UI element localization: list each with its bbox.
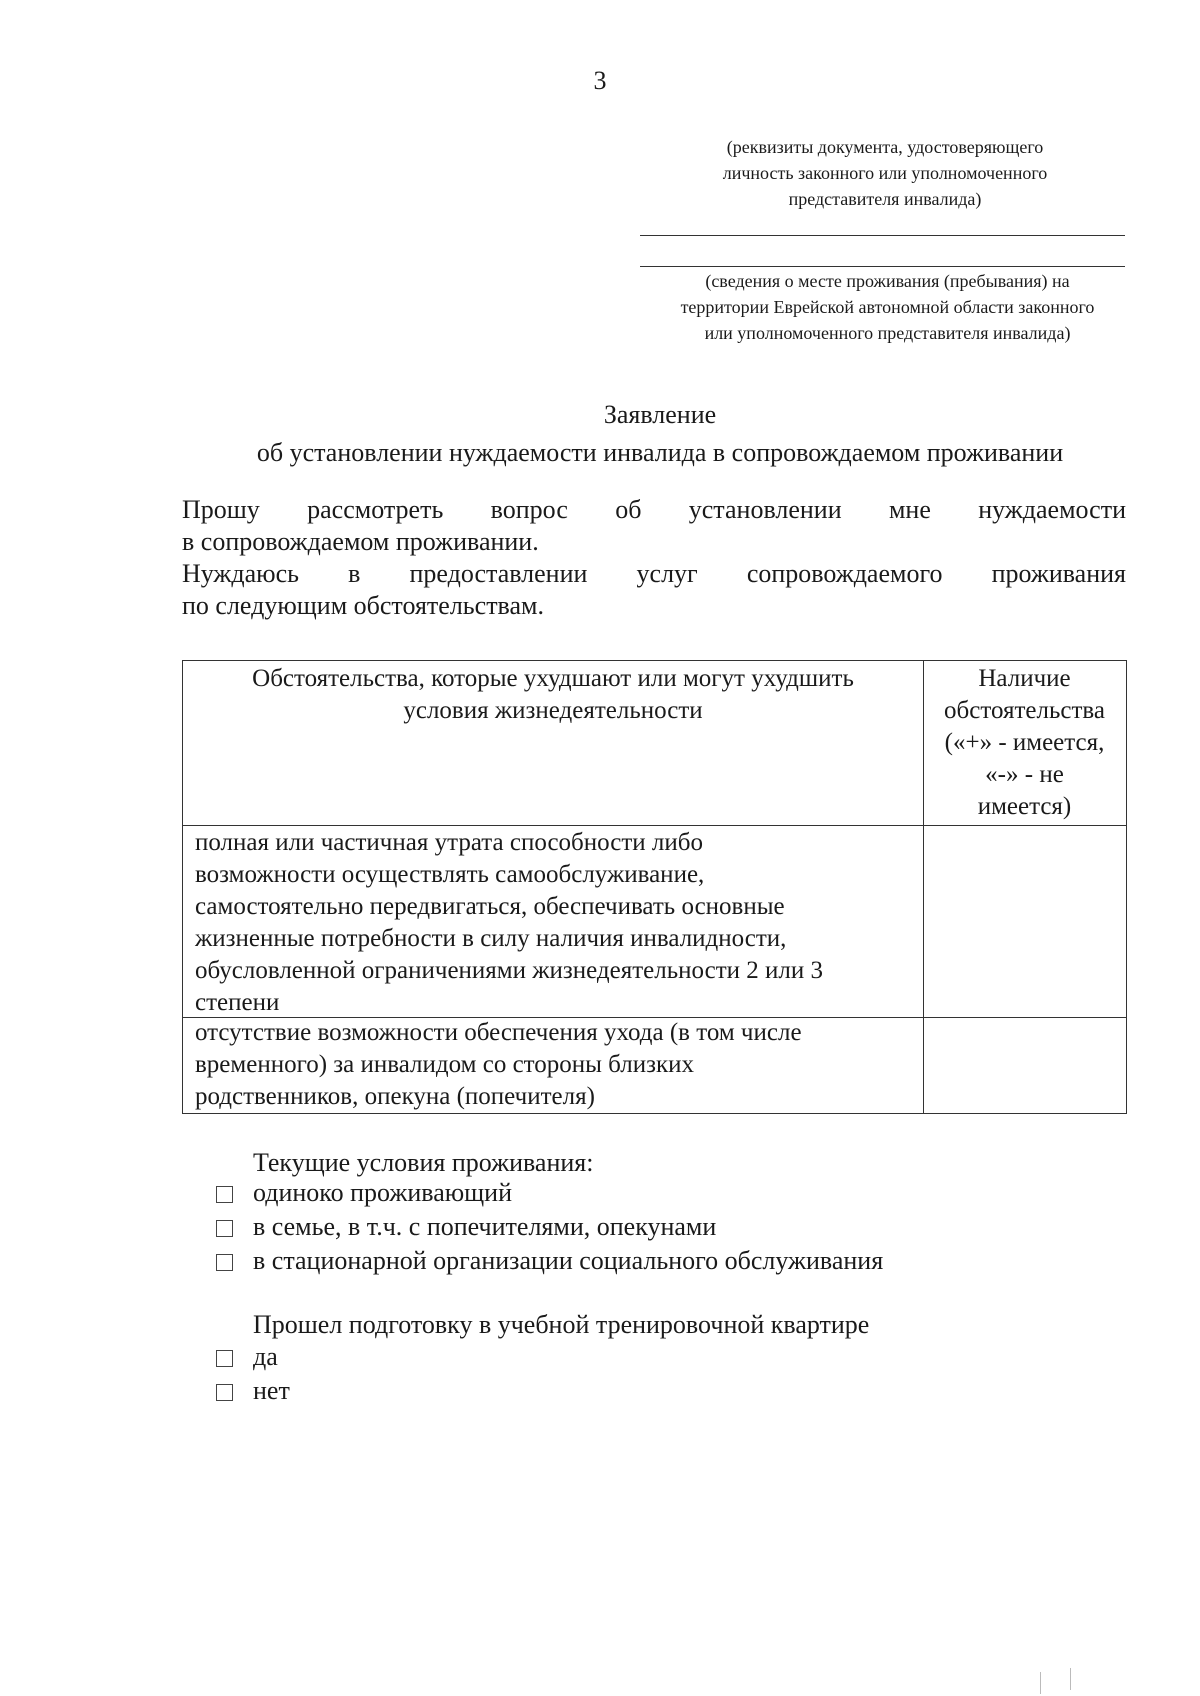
identity-document-caption: (реквизиты документа, удостоверяющего личность законного или уполномоченного представителя инвалида) [722, 137, 1048, 209]
presence-cell[interactable] [923, 1019, 1126, 1113]
option-training-yes: да [253, 1342, 278, 1371]
scan-edge-mark [1070, 1668, 1071, 1690]
document-subtitle: об установлении нуждаемости инвалида в сопровождаемом проживании [256, 438, 1064, 467]
identity-document-fill-line[interactable] [640, 235, 1125, 236]
circumstances-table [182, 660, 1127, 1114]
scan-edge-mark [1040, 1672, 1041, 1694]
option-training-no: нет [253, 1376, 290, 1405]
checkbox-training-no[interactable] [216, 1384, 233, 1401]
checkbox-living-family[interactable] [216, 1220, 233, 1237]
page-number: 3 [593, 66, 607, 95]
document-title: Заявление [603, 400, 717, 429]
presence-cell[interactable] [923, 827, 1126, 1015]
table-header-presence: Наличие обстоятельства («+» - имеется, «-» - не имеется) [944, 665, 1105, 820]
checkbox-living-alone[interactable] [216, 1186, 233, 1203]
checkbox-training-yes[interactable] [216, 1350, 233, 1367]
request-paragraph: Прошу рассмотреть вопрос об установлении мне нуждаемости в сопровождаемом проживании. [182, 495, 1126, 556]
table-header-circumstances: Обстоятельства, которые ухудшают или могут ухудшить условия жизнедеятельности [252, 665, 854, 724]
option-living-institution: в стационарной организации социального обслуживания [253, 1246, 884, 1275]
option-living-family: в семье, в т.ч. с попечителями, опекунами [253, 1212, 717, 1241]
residence-caption: (сведения о месте проживания (пребывания) на территории Еврейской автономной области законного или уполномоченного представителя инвалида) [680, 271, 1095, 343]
living-conditions-label: Текущие условия проживания: [253, 1148, 594, 1177]
table-row: полная или частичная утрата способности либо возможности осуществлять самообслуживание, самостоятельно передвигаться, обеспечивать основные жизненные потребности в силу наличия инвалидности, обусловленной ограничениями жизнедеятельности 2 или 3 степени [195, 829, 824, 1016]
residence-fill-line[interactable] [640, 266, 1125, 267]
training-label: Прошел подготовку в учебной тренировочной квартире [253, 1310, 870, 1339]
option-living-alone: одиноко проживающий [253, 1178, 513, 1207]
checkbox-living-institution[interactable] [216, 1254, 233, 1271]
need-paragraph: Нуждаюсь в предоставлении услуг сопровождаемого проживания по следующим обстоятельствам. [182, 559, 1126, 620]
table-row-divider [183, 825, 1126, 826]
table-row: отсутствие возможности обеспечения ухода (в том числе временного) за инвалидом со стороны близких родственников, опекуна (попечителя) [195, 1019, 802, 1110]
